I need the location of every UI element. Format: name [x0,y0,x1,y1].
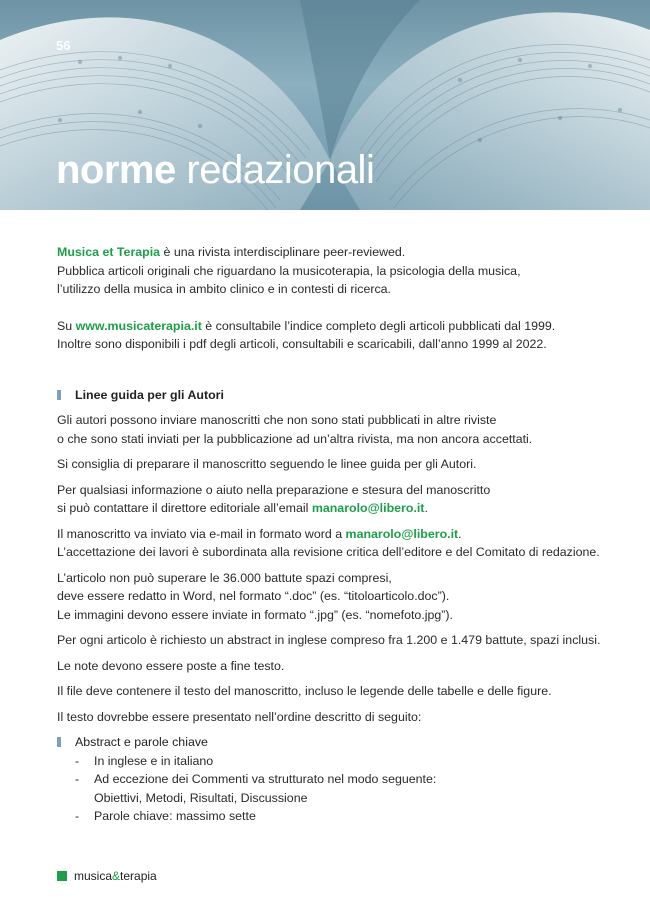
footer-square-icon [57,871,67,881]
guidelines-p9: Il testo dovrebbe essere presentato nell’ordine descritto di seguito: [57,709,422,724]
guidelines-p3-l1: Per qualsiasi informazione o aiuto nella preparazione e stesura del manoscritto [57,482,491,497]
page-number: 56 [56,38,71,53]
title-bold: norme [56,148,176,192]
footer-brand: musica&terapia [74,869,157,883]
guidelines-p1-l1: Gli autori possono inviare manoscritti che non sono stati pubblicati in altre riviste [57,413,497,427]
title-light: redazionali [186,148,375,192]
abstract-heading: Abstract e parole chiave [57,733,617,752]
submission-email-link[interactable]: manarolo@libero.it [345,526,459,541]
section-marker-icon [57,390,61,400]
journal-name: Musica et Terapia [57,245,161,259]
website-line-2: Inoltre sono disponibili i pdf degli articoli, consultabili e scaricabili, dall’anno 1999 al 2022. [57,337,547,351]
page-title [56,148,374,193]
intro-line-3: l’utilizzo della musica in ambito clinico e in contesti di ricerca. [57,282,391,296]
guidelines-heading: Linee guida per gli Autori [57,386,617,405]
list-item: - Parole chiave: massimo sette [75,809,256,823]
editor-email-link[interactable]: manarolo@libero.it [311,501,425,515]
header-banner [0,0,650,210]
website-link[interactable]: www.musicaterapia.it [75,318,202,333]
guidelines-p1-l2: o che sono stati inviati per la pubblicazione ad un’altra rivista, ma non ancora accettati. [57,431,533,446]
guidelines-p3-l2: si può contattare il direttore editoriale all’email manarolo@libero.it. [57,501,428,515]
guidelines-p5-l2: deve essere redatto in Word, nel formato “.doc” (es. “titoloarticolo.doc”). [57,589,450,603]
main-content [57,243,617,826]
intro-line-1: Musica et Terapia è una rivista interdisciplinare peer-reviewed. [57,245,406,259]
guidelines-p5-l3: Le immagini devono essere inviate in formato “.jpg” (es. “nomefoto.jpg”). [57,607,453,622]
guidelines-p4-l1: Il manoscritto va inviato via e-mail in formato word a manarolo@libero.it. [57,526,462,541]
guidelines-p6: Per ogni articolo è richiesto un abstract in inglese compreso fra 1.200 e 1.479 battute, spazi inclusi. [57,633,601,647]
guidelines-p5-l1: L’articolo non può superare le 36.000 battute spazi compresi, [57,570,392,585]
guidelines-p4-l2: L’accettazione dei lavori è subordinata alla revisione critica dell’editore e del Comitato di redazione. [57,545,600,559]
list-item: - In inglese e in italiano [75,753,214,768]
intro-line-2: Pubblica articoli originali che riguardano la musicoterapia, la psicologia della musica, [57,263,521,278]
guidelines-p7: Le note devono essere poste a fine testo. [57,658,285,673]
list-item: - Ad eccezione dei Commenti va strutturato nel modo seguente: Obiettivi, Metodi, Risultati, Discussione [75,772,437,805]
guidelines-p8: Il file deve contenere il testo del manoscritto, incluso le legende delle tabelle e delle figure. [57,684,552,698]
guidelines-p2: Si consiglia di preparare il manoscritto seguendo le linee guida per gli Autori. [57,457,477,471]
website-line-1: Su www.musicaterapia.it è consultabile l’indice completo degli articoli pubblicati dal 1999. [57,318,556,333]
section-marker-icon [57,737,61,747]
footer [57,869,157,883]
abstract-list [57,752,617,826]
